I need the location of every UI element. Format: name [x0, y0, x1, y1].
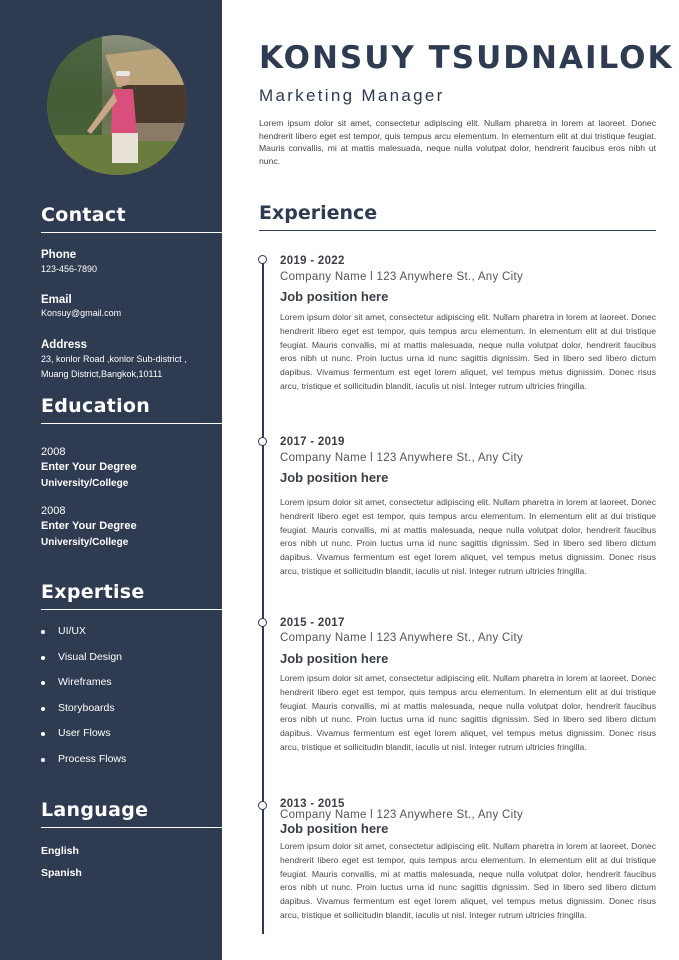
sidebar: [0, 0, 222, 960]
education-degree: Enter Your Degree: [41, 461, 137, 473]
expertise-item: Visual Design: [41, 651, 126, 677]
experience-years: 2017 - 2019: [280, 436, 345, 448]
education-year: 2008: [41, 446, 66, 458]
experience-heading: Experience: [259, 202, 656, 231]
candidate-name: KONSUY TSUDNAILOK: [259, 40, 674, 76]
experience-position: Job position here: [280, 821, 389, 836]
expertise-item: Storyboards: [41, 702, 126, 728]
job-title: Marketing Manager: [259, 86, 445, 105]
profile-photo: [47, 35, 187, 175]
email-label: Email: [41, 294, 72, 306]
timeline-dot: [258, 255, 267, 264]
language-heading: Language: [41, 799, 222, 828]
expertise-item: Process Flows: [41, 753, 126, 779]
education-school: University/College: [41, 478, 129, 489]
phone-label: Phone: [41, 249, 77, 261]
expertise-heading: Expertise: [41, 581, 222, 610]
language-item: English: [41, 845, 79, 857]
expertise-item: Wireframes: [41, 676, 126, 702]
contact-heading: Contact: [41, 204, 222, 233]
profile-photo-illustration: [47, 35, 187, 175]
address-line2: Muang District,Bangkok,10111: [41, 369, 163, 379]
experience-years: 2015 - 2017: [280, 617, 345, 629]
experience-company: Company Name l 123 Anywhere St., Any City: [280, 809, 524, 821]
education-year: 2008: [41, 505, 66, 517]
experience-company: Company Name l 123 Anywhere St., Any City: [280, 271, 524, 283]
timeline-dot: [258, 437, 267, 446]
address-label: Address: [41, 339, 88, 351]
education-degree: Enter Your Degree: [41, 520, 137, 532]
experience-position: Job position here: [280, 651, 389, 666]
experience-position: Job position here: [280, 470, 389, 485]
experience-description: Lorem ipsum dolor sit amet, consectetur adipiscing elit. Nullam pharetra in lorem at laoreet. Donec hendrerit libero eget est tempor, quis tempus arcu elementum. In elementum elit at dui tristique feugiat. Mauris convallis, mi at mattis malesuada, neque nulla volutpat dolor, hendrerit faucibus eros nibh ut nunc. Proin luctus urna id nunc sagittis dignissim. Sed in libero sed libero dictum dapibus. Vivamus fermentum est eget lorem aliquet, vel tempus metus dignissim. Donec risus arcu, tristique et sollicitudin blandit, iaculis ut nisl. Integer rutrum ultricies fringilla.: [280, 312, 656, 391]
experience-description: Lorem ipsum dolor sit amet, consectetur adipiscing elit. Nullam pharetra in lorem at laoreet. Donec hendrerit libero eget est tempor, quis tempus arcu elementum. In elementum elit at dui tristique feugiat. Mauris convallis, mi at mattis malesuada, neque nulla volutpat dolor, hendrerit faucibus eros nibh ut nunc. Proin luctus urna id nunc sagittis dignissim. Sed in libero sed libero dictum dapibus. Vivamus fermentum est eget lorem aliquet, vel tempus metus dignissim. Donec risus arcu, tristique et sollicitudin blandit, iaculis ut nisl. Integer rutrum ultricies fringilla.: [280, 841, 656, 920]
language-item: Spanish: [41, 867, 82, 879]
profile-summary: Lorem ipsum dolor sit amet, consectetur adipiscing elit. Nullam pharetra in lorem at laoreet. Donec hendrerit libero eget est tempor, quis tempus arcu elementum. In elementum elit at dui tristique feugiat. Mauris convallis, mi at mattis malesuada, neque nulla volutpat dolor, hendrerit faucibus eros nibh ut nunc.: [259, 118, 656, 166]
address-line1: 23, konlor Road ,konlor Sub-district ,: [41, 354, 187, 364]
email-value: Konsuy@gmail.com: [41, 308, 122, 318]
phone-value: 123-456-7890: [41, 264, 98, 274]
education-school: University/College: [41, 537, 129, 548]
expertise-item: User Flows: [41, 727, 126, 753]
experience-timeline: [262, 262, 264, 934]
experience-description: Lorem ipsum dolor sit amet, consectetur adipiscing elit. Nullam pharetra in lorem at laoreet. Donec hendrerit libero eget est tempor, quis tempus arcu elementum. In elementum elit at dui tristique feugiat. Mauris convallis, mi at mattis malesuada, neque nulla volutpat dolor, hendrerit faucibus eros nibh ut nunc. Proin luctus urna id nunc sagittis dignissim. Sed in libero sed libero dictum dapibus. Vivamus fermentum est eget lorem aliquet, vel tempus metus dignissim. Donec risus arcu, tristique et sollicitudin blandit, iaculis ut nisl. Integer rutrum ultricies fringilla.: [280, 673, 656, 752]
experience-company: Company Name l 123 Anywhere St., Any City: [280, 452, 524, 464]
timeline-dot: [258, 801, 267, 810]
experience-years: 2019 - 2022: [280, 255, 345, 267]
experience-years: 2013 - 2015: [280, 798, 345, 810]
experience-position: Job position here: [280, 289, 389, 304]
timeline-dot: [258, 618, 267, 627]
expertise-list: [41, 625, 126, 778]
experience-description: Lorem ipsum dolor sit amet, consectetur adipiscing elit. Nullam pharetra in lorem at laoreet. Donec hendrerit libero eget est tempor, quis tempus arcu elementum. In elementum elit at dui tristique feugiat. Mauris convallis, mi at mattis malesuada, neque nulla volutpat dolor, hendrerit faucibus eros nibh ut nunc. Proin luctus urna id nunc sagittis dignissim. Sed in libero sed libero dictum dapibus. Vivamus fermentum est eget lorem aliquet, vel tempus metus dignissim. Donec risus arcu, tristique et sollicitudin blandit, iaculis ut nisl. Integer rutrum ultricies fringilla.: [280, 497, 656, 576]
expertise-item: UI/UX: [41, 625, 126, 651]
experience-company: Company Name l 123 Anywhere St., Any City: [280, 632, 524, 644]
education-heading: Education: [41, 395, 222, 424]
